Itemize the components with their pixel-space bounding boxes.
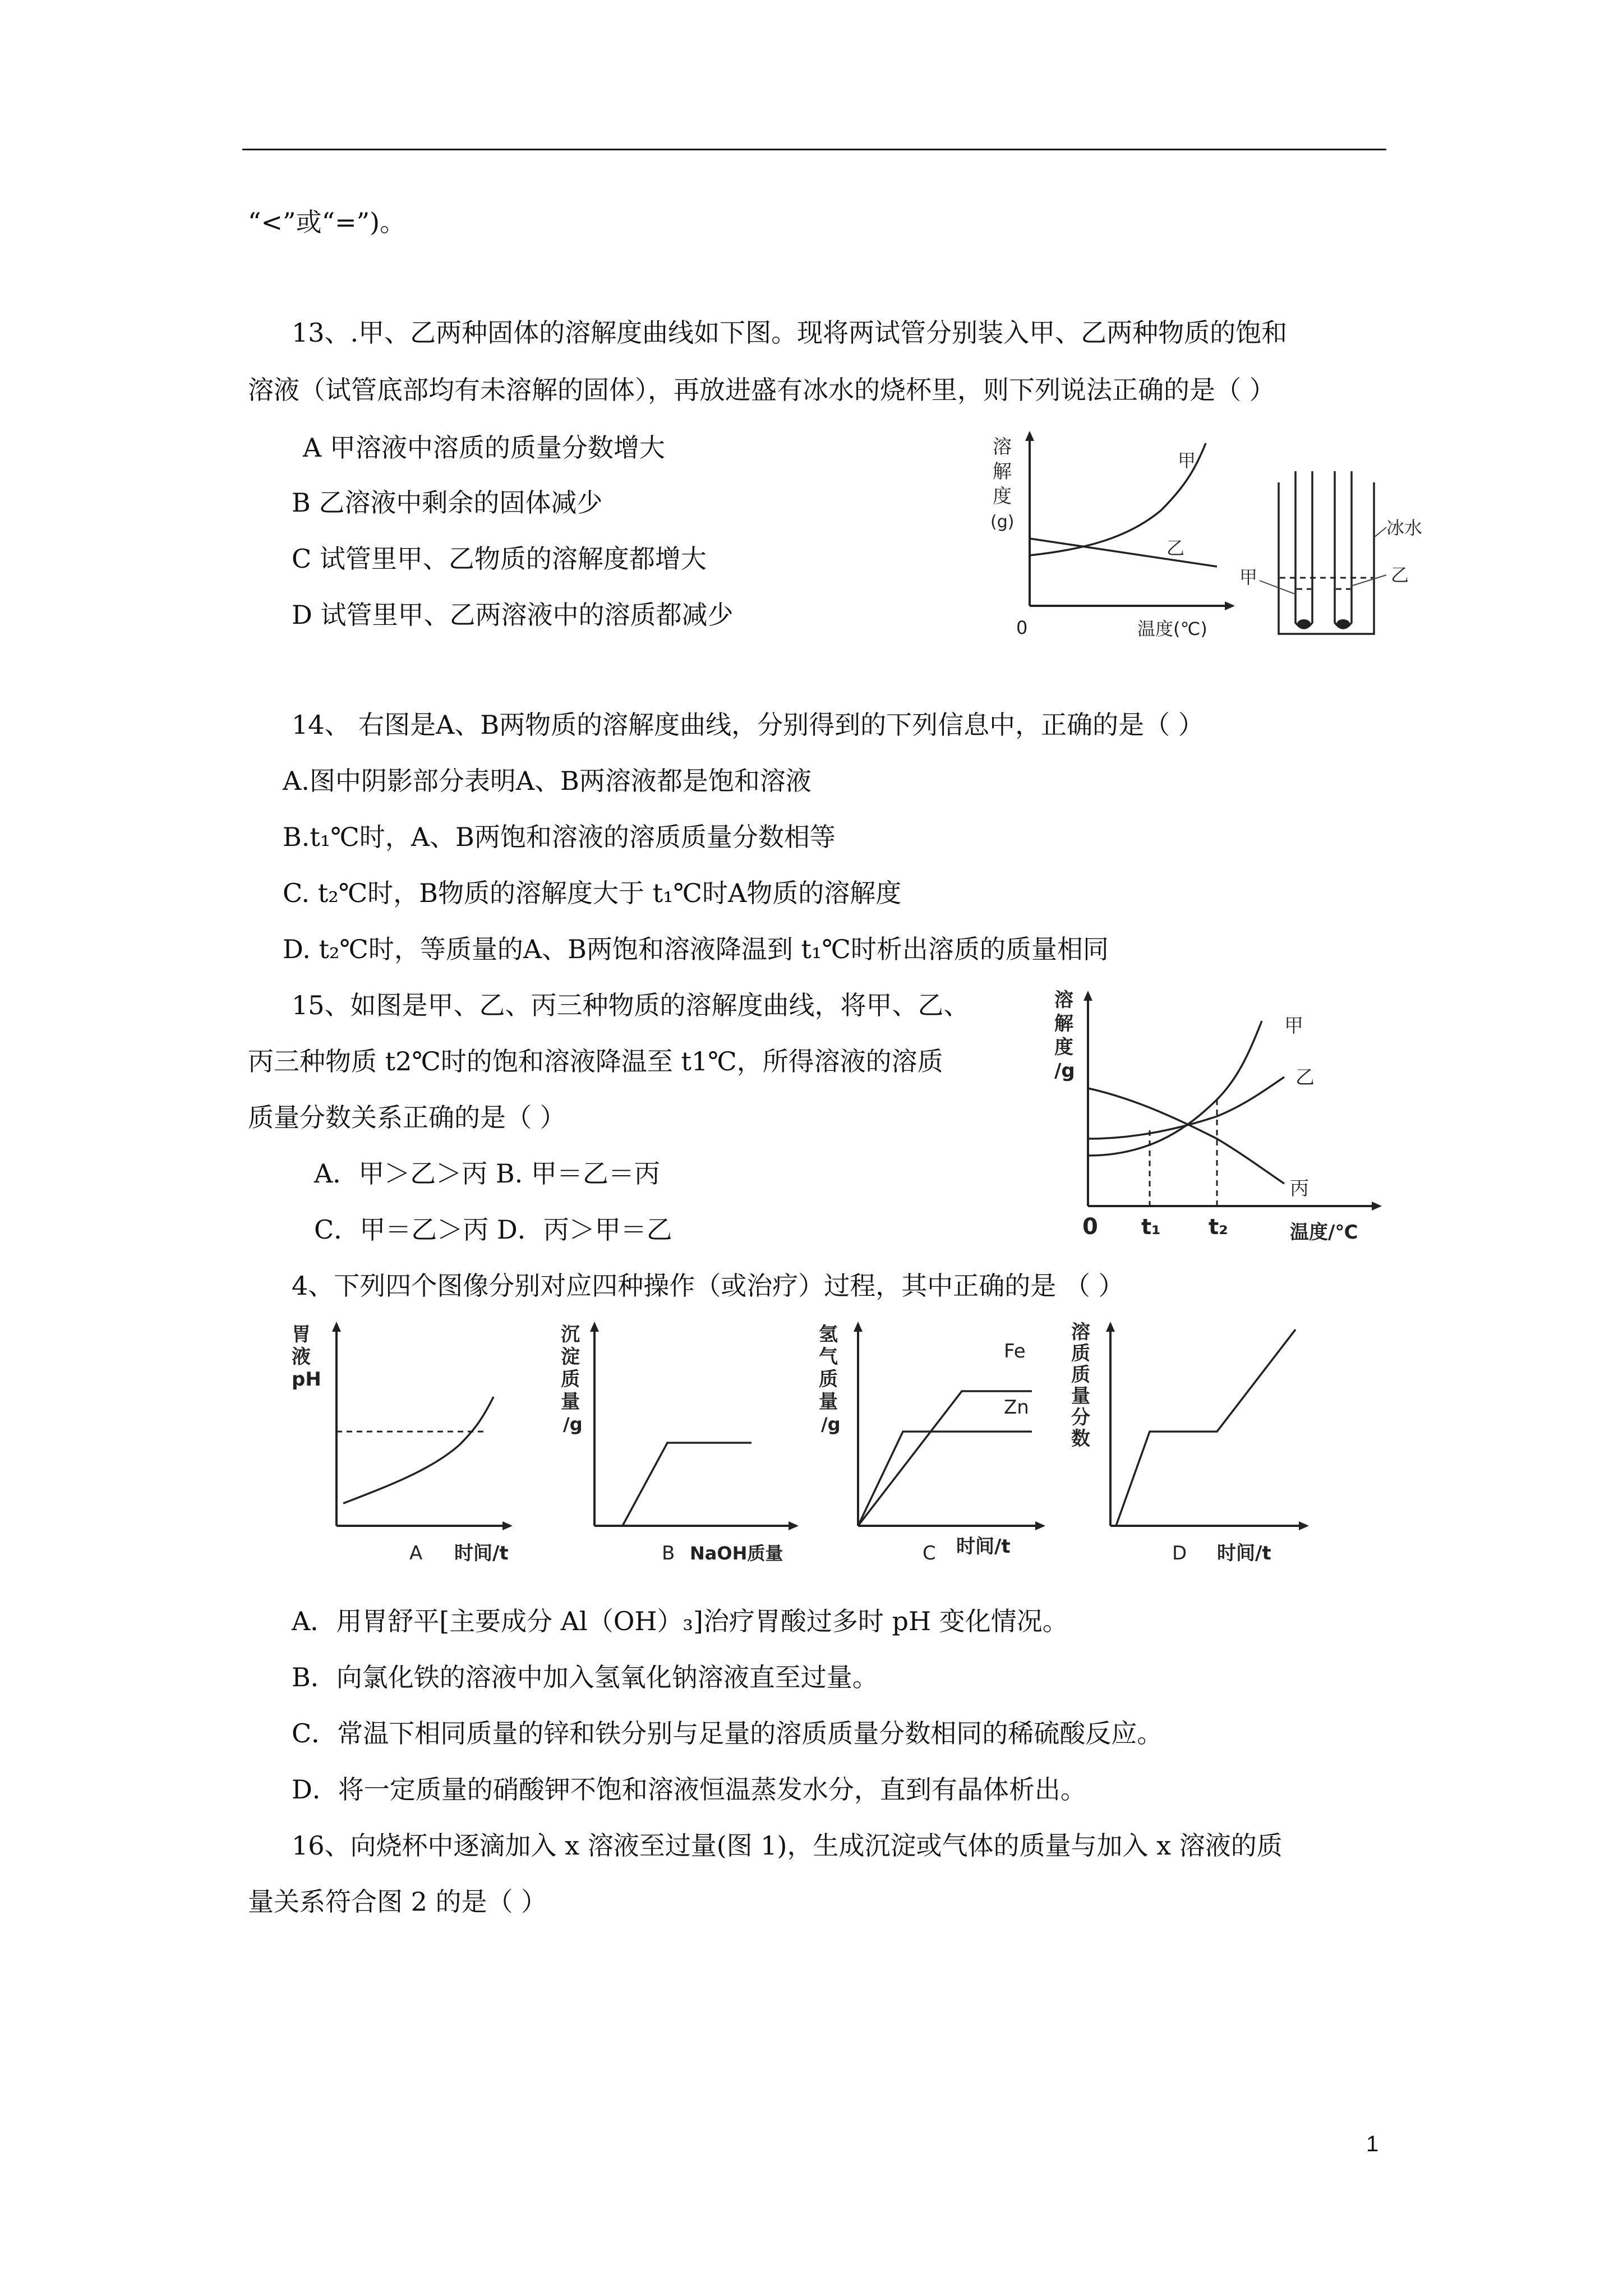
fig4a-ph-graph [292,1318,527,1571]
fig4d-ylabel-5: 分 [1071,1406,1090,1429]
label-ice-water: 冰水 [1386,517,1423,539]
question-14-option-a: A.图中阴影部分表明A、B两溶液都是饱和溶液 [283,766,811,796]
fig13-ylabel-4: (g) [990,512,1015,532]
question-13-option-b: B 乙溶液中剩余的固体减少 [292,487,603,518]
fig4a-ylabel-2: 液 [292,1346,311,1368]
fig4c-ylabel-3: 质 [819,1368,838,1391]
label-tube-yi: 乙 [1391,564,1409,586]
question-4-stem: 4、下列四个图像分别对应四种操作（或治疗）过程，其中正确的是 （ ） [292,1271,1124,1301]
fig13-origin: 0 [1016,617,1028,638]
fig13-label-yi: 乙 [1166,537,1185,559]
question-13-line-1: 13、.甲、乙两种固体的溶解度曲线如下图。现将两试管分别装入甲、乙两种物质的饱和 [292,318,1288,348]
question-16-line-1: 16、向烧杯中逐滴加入 x 溶液至过量(图 1)，生成沉淀或气体的质量与加入 x 溶液的质 [292,1830,1283,1861]
question-14-option-d: D. t₂℃时，等质量的A、B两饱和溶液降温到 t₁℃时析出溶质的质量相同 [283,934,1109,964]
fig13-ylabel-2: 解 [993,461,1012,483]
fig4c-letter: C [923,1542,936,1565]
fig4b-ylabel-5: /g [563,1414,583,1435]
question-4-option-d: D．将一定质量的硝酸钾不饱和溶液恒温蒸发水分，直到有晶体析出。 [292,1774,1086,1805]
fig4c-label-fe: Fe [1004,1340,1026,1363]
fig4c-label-zn: Zn [1004,1396,1029,1419]
fig13-xlabel: 温度(℃) [1137,618,1207,639]
question-13-option-c: C 试管里甲、乙物质的溶解度都增大 [292,544,707,574]
solid-left [1297,619,1311,628]
solid-right [1336,619,1350,628]
fig13-label-jia: 甲 [1178,450,1196,471]
fig4d-letter: D [1172,1542,1187,1565]
fig4b-letter: B [662,1542,675,1565]
fig4c-ylabel-4: 量 [819,1391,838,1413]
fig4b-ylabel-2: 淀 [561,1346,580,1368]
fig4d-xlabel: 时间/t [1217,1542,1271,1565]
fig4b-curve [623,1443,751,1526]
fig4a-ylabel-3: pH [292,1368,321,1391]
fig4b-xlabel: NaOH质量 [690,1543,783,1564]
question-4-option-c: C．常温下相同质量的锌和铁分别与足量的溶质质量分数相同的稀硫酸反应。 [292,1718,1163,1749]
question-15-line-3: 质量分数关系正确的是（ ） [248,1102,566,1133]
question-4-option-b: B．向氯化铁的溶液中加入氢氧化钠溶液直至过量。 [292,1662,878,1692]
fig13-ylabel-1: 溶 [993,436,1012,458]
question-15-line-2: 丙三种物质 t2℃时的饱和溶液降温至 t1℃，所得溶液的溶质 [248,1046,943,1076]
fig15-ylabel-4: /g [1054,1060,1075,1082]
fig15-curve-bing [1088,1088,1284,1184]
fig15-xlabel: 温度/℃ [1290,1221,1358,1244]
fig13-ylabel-3: 度 [993,485,1012,508]
fig4d-ylabel-1: 溶 [1071,1321,1090,1343]
question-14-option-b: B.t₁℃时，A、B两饱和溶液的溶质质量分数相等 [283,822,836,852]
fig15-solubility-graph [1054,987,1391,1245]
question-15-line-1: 15、如图是甲、乙、丙三种物质的溶解度曲线，将甲、乙、 [292,990,970,1020]
label-tube-jia: 甲 [1239,567,1258,588]
fig15-label-jia: 甲 [1284,1015,1303,1037]
fig4b-precipitate-graph [555,1318,819,1571]
fig15-curve-yi [1088,1077,1284,1139]
fig4a-ylabel-1: 胃 [292,1323,311,1346]
fig4b-ylabel-4: 量 [561,1391,580,1413]
test-tube-right [1335,471,1352,628]
fig4c-hydrogen-graph [813,1318,1054,1571]
fig4c-ylabel-1: 氢 [819,1323,838,1346]
fig4c-ylabel-2: 气 [819,1346,838,1368]
beaker [1279,482,1374,634]
question-13-option-d: D 试管里甲、乙两溶液中的溶质都减少 [292,600,734,630]
text-line: “<”或“=”)。 [248,207,406,237]
test-tube-left [1295,471,1312,628]
fig15-ylabel-3: 度 [1054,1036,1073,1059]
fig4a-letter: A [409,1542,423,1565]
question-15-options-ab: A．甲＞乙＞丙 B. 甲＝乙＝丙 [314,1158,660,1189]
question-16-line-2: 量关系符合图 2 的是（ ） [248,1887,547,1917]
fig4d-mass-fraction-graph [1066,1318,1346,1571]
fig15-origin: 0 [1082,1214,1098,1240]
fig4d-ylabel-4: 量 [1071,1385,1090,1407]
fig13-solubility-graph [981,426,1251,651]
header-rule [242,149,1386,150]
question-15-options-cd: C．甲＝乙＞丙 D．丙＞甲＝乙 [314,1214,672,1245]
fig15-label-yi: 乙 [1295,1066,1315,1089]
page-number: 1 [1366,2132,1379,2156]
fig4c-ylabel-5: /g [821,1414,841,1435]
fig4c-xlabel: 时间/t [956,1535,1011,1558]
fig4a-xlabel: 时间/t [454,1542,509,1565]
fig13-beaker-illustration [1239,471,1441,651]
fig4d-ylabel-2: 质 [1071,1342,1090,1365]
fig4d-ylabel-6: 数 [1071,1428,1090,1450]
question-13-line-2: 溶液（试管底部均有未溶解的固体），再放进盛有冰水的烧杯里，则下列说法正确的是（ ） [248,375,1275,405]
fig15-curve-jia [1088,1021,1262,1156]
fig4c-curve-zn [858,1432,1032,1526]
fig15-label-bing: 丙 [1290,1177,1309,1200]
fig4a-curve [343,1397,494,1503]
fig4d-curve [1116,1329,1295,1526]
fig15-tick-t2: t₂ [1209,1214,1228,1239]
fig15-tick-t1: t₁ [1141,1214,1161,1239]
fig4b-ylabel-1: 沉 [561,1323,580,1346]
fig15-ylabel-1: 溶 [1054,989,1073,1011]
question-14-option-c: C. t₂℃时，B物质的溶解度大于 t₁℃时A物质的溶解度 [283,878,902,908]
fig15-ylabel-2: 解 [1054,1013,1073,1035]
fig4b-ylabel-3: 质 [561,1368,580,1391]
fig4d-ylabel-3: 质 [1071,1364,1090,1386]
question-4-option-a: A．用胃舒平[主要成分 Al（OH）₃]治疗胃酸过多时 pH 变化情况。 [292,1606,1068,1636]
question-14-stem: 14、 右图是A、B两物质的溶解度曲线，分别得到的下列信息中，正确的是（ ） [292,710,1204,740]
question-13-option-a: A 甲溶液中溶质的质量分数增大 [303,432,665,463]
